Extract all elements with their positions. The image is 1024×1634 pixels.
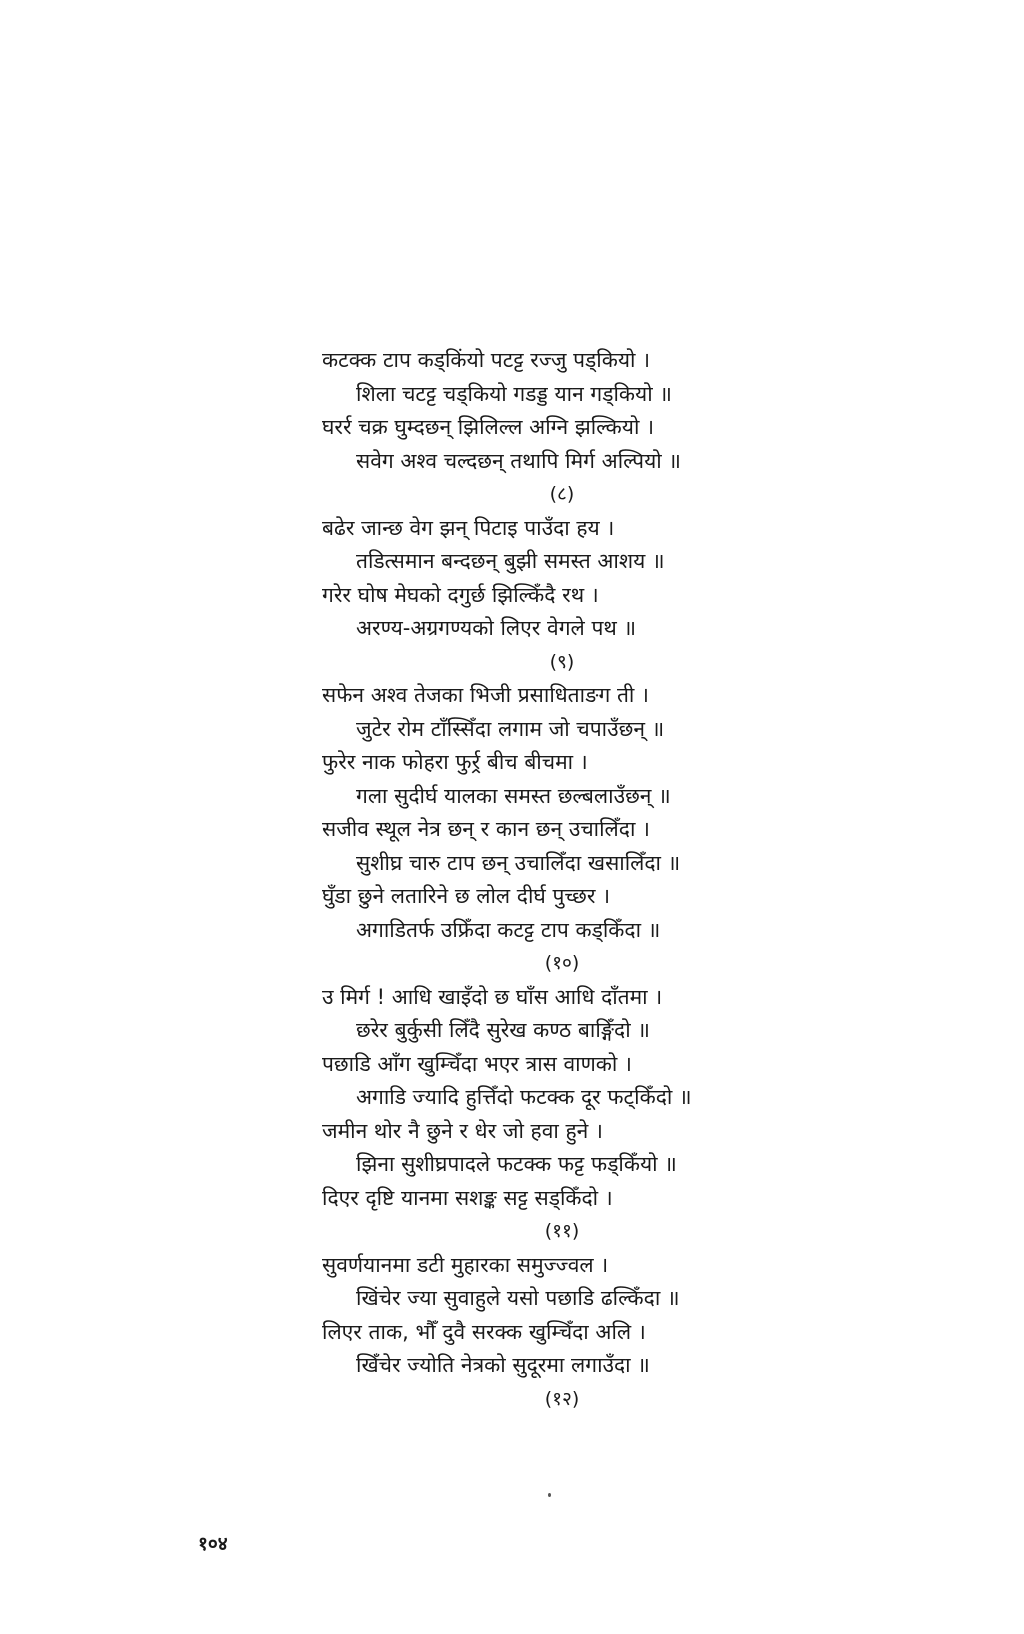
verse-line: कटक्क टाप कड्किंयो पटट्ट रज्जु पड्कियो । bbox=[322, 348, 651, 372]
verse-line: दिएर दृष्टि यानमा सशङ्क सट्ट सड्किँदो । bbox=[322, 1185, 613, 1210]
verse-line: छरेर बुर्कुसी लिँदै सुरेख कण्ठ बाङ्गिँदो ॥ bbox=[356, 1018, 650, 1042]
verse-line: खिंचेर ज्या सुवाहुले यसो पछाडि ढल्किँदा ॥ bbox=[356, 1286, 680, 1310]
verse-line: खिँचेर ज्योति नेत्रको सुदूरमा लगाउँदा ॥ bbox=[356, 1353, 650, 1377]
verse-line: जुटेर रोम टाँस्सिँदा लगाम जो चपाउँछन् ॥ bbox=[356, 716, 665, 741]
ink-speck bbox=[548, 1493, 551, 1497]
verse-line: लिएर ताक, भौँ दुवै सरक्क खुम्चिँदा अलि । bbox=[322, 1319, 646, 1344]
stanza-number: (११) bbox=[544, 1220, 580, 1242]
verse-line: बढेर जान्छ वेग झन् पिटाइ पाउँदा हय । bbox=[322, 515, 615, 540]
verse-line: फुरेर नाक फोहरा फुर्र्र बीच बीचमा । bbox=[322, 750, 588, 774]
verse-line: सुशीघ्र चारु टाप छन् उचालिँदा खसालिँदा ॥ bbox=[356, 850, 681, 875]
verse-line: गला सुदीर्घ यालका समस्त छल्बलाउँछन् ॥ bbox=[356, 783, 671, 808]
verse-line: सजीव स्थूल नेत्र छन् र कान छन् उचालिँदा । bbox=[322, 817, 651, 841]
stanza-number: (९) bbox=[549, 650, 575, 673]
verse-line: घरर्र चक्र घुम्दछन् झिलिल्ल अग्नि झल्कियो । bbox=[322, 415, 655, 439]
poem-text bbox=[322, 344, 802, 1416]
verse-line: तडित्समान बन्दछन् बुझी समस्त आशय ॥ bbox=[356, 549, 665, 573]
verse-line: अगाडि ज्यादि हुत्तिँदो फटक्क दूर फट्किँदो ॥ bbox=[356, 1085, 692, 1109]
verse-line: सवेग अश्व चल्दछन् तथापि मिर्ग अल्पियो ॥ bbox=[356, 448, 681, 473]
verse-line: गरेर घोष मेघको दगुर्छ झिल्किँदै रथ । bbox=[322, 582, 599, 607]
verse-line: सुवर्णयानमा डटी मुहारका समुज्ज्वल । bbox=[322, 1252, 609, 1277]
verse-line: अगाडितर्फ उफ्रिँदा कटट्ट टाप कड्किँदा ॥ bbox=[356, 917, 661, 942]
verse-line: शिला चटट्ट चड्कियो गडड्ड यान गड्कियो ॥ bbox=[356, 381, 672, 406]
verse-line: घुँडा छुने लतारिने छ लोल दीर्घ पुच्छर । bbox=[322, 884, 611, 908]
verse-line: जमीन थोर नै छुने र धेर जो हवा हुने । bbox=[322, 1118, 603, 1143]
stanza-number: (१०) bbox=[544, 952, 580, 974]
verse-line: उ मिर्ग ! आधि खाइँदो छ घाँस आधि दाँतमा । bbox=[322, 984, 663, 1009]
stanza-number: (८) bbox=[549, 483, 575, 505]
verse-line: पछाडि आँग खुम्चिँदा भएर त्रास वाणको । bbox=[322, 1051, 633, 1076]
stanza-number: (१२) bbox=[544, 1387, 580, 1410]
verse-line: अरण्य-अग्रगण्यको लिएर वेगले पथ ॥ bbox=[356, 616, 637, 640]
verse-line: झिना सुशीघ्रपादले फटक्क फट्ट फड्किँयो ॥ bbox=[356, 1152, 677, 1176]
verse-line: सफेन अश्व तेजका भिजी प्रसाधिताङग ती । bbox=[322, 683, 649, 707]
page-number: १०४ bbox=[198, 1533, 228, 1555]
